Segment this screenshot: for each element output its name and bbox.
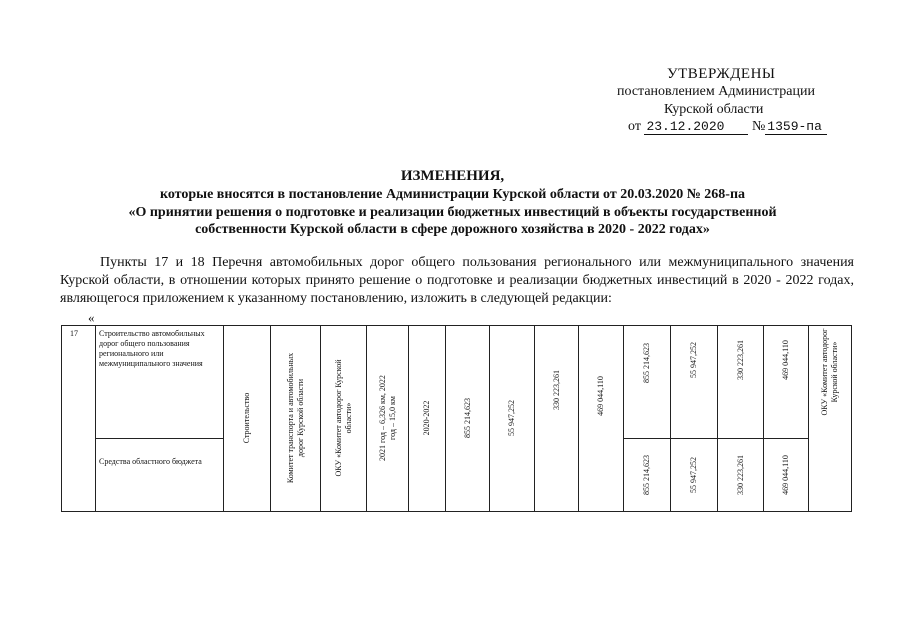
- approval-date: 23.12.2020: [644, 119, 748, 135]
- approval-date-row: [628, 119, 827, 135]
- top-2021: 330 223,261: [735, 339, 745, 380]
- year-2021: 330 223,261: [551, 370, 561, 411]
- year-2021-cell: [535, 326, 579, 512]
- funding-source-cell: [96, 439, 224, 512]
- body-paragraph: Пункты 17 и 18 Перечня автомобильных дорог общего пользования регионального или межмуниципального значения Курской области, в отношении которых принято решение о подготовке и реализации бюджетных инвестиций в 2020 - 2022 годах, являющегося приложением к указанному постановлению, изложить в следующей редакции:: [60, 255, 854, 306]
- recipient-top-cell: [809, 326, 852, 512]
- responsible: Комитет транспорта и автомобильных дорог Курской области: [285, 352, 305, 484]
- bottom-2020: 55 947,252: [689, 457, 698, 493]
- changes-table: [61, 325, 852, 512]
- object-name: Строительство автомобильных дорог общего пользования регионального или межмуниципального значения: [99, 329, 205, 368]
- bottom-2021: 330 223,261: [735, 455, 745, 495]
- year-2020-cell: [490, 326, 535, 512]
- year-2022: 469 044,110: [596, 376, 605, 416]
- bottom-2020-cell: [671, 439, 718, 512]
- row-number: 17: [70, 329, 78, 338]
- customer: ОКУ «Комитет автодорог Курской области»: [333, 359, 353, 477]
- date-prefix: от: [628, 119, 641, 134]
- work-type: Строительство: [242, 392, 251, 444]
- bottom-2021-cell: [718, 439, 764, 512]
- approval-line-2: Курской области: [664, 102, 764, 117]
- document-subtitle-3: собственности Курской области в сфере дорожного хозяйства в 2020 - 2022 годах»: [195, 222, 710, 237]
- responsible-cell: [271, 326, 321, 512]
- document-subtitle-1: которые вносятся в постановление Администрации Курской области от 20.03.2020 № 268-па: [159, 187, 746, 202]
- bottom-total: 855 214,623: [642, 455, 651, 495]
- object-name-cell: [96, 326, 224, 439]
- estimated-cost-cell: [446, 326, 490, 512]
- document-subtitle-2: «О принятии решения о подготовке и реализации бюджетных инвестиций в объекты государственной: [128, 205, 777, 220]
- top-2022-cell: [764, 326, 809, 439]
- number-prefix: №: [751, 119, 766, 134]
- period: 2020-2022: [422, 400, 431, 436]
- customer-cell: [321, 326, 367, 512]
- recipient-top: ОКУ «Комитет автодорог Курской области»: [820, 328, 839, 416]
- capacity: 2021 год – 6,326 км, 2022 год – 15,0 км: [377, 375, 397, 461]
- document-title: ИЗМЕНЕНИЯ,: [400, 168, 505, 184]
- row-number-cell: [62, 326, 96, 512]
- capacity-cell: [367, 326, 409, 512]
- year-2022-cell: [579, 326, 624, 512]
- period-cell: [409, 326, 446, 512]
- top-total: 855 214,623: [642, 342, 651, 383]
- top-2022: 469 044,110: [781, 339, 790, 380]
- approval-line-1: постановлением Администрации: [617, 84, 815, 99]
- bottom-2022-cell: [764, 439, 809, 512]
- top-2020: 55 947,252: [689, 341, 698, 378]
- opening-quote: «: [88, 310, 95, 325]
- approval-number: 1359-па: [765, 119, 827, 135]
- work-type-cell: [224, 326, 271, 512]
- estimated-cost: 855 214,623: [462, 398, 472, 438]
- bottom-2022: 469 044,110: [781, 455, 790, 495]
- table-row: [62, 326, 852, 439]
- year-2020: 55 947,252: [507, 400, 516, 436]
- top-total-cell: [624, 326, 671, 439]
- approval-title: УТВЕРЖДЕНЫ: [667, 66, 776, 82]
- bottom-total-cell: [624, 439, 671, 512]
- top-2021-cell: [718, 326, 764, 439]
- top-2020-cell: [671, 326, 718, 439]
- funding-source: Средства областного бюджета: [99, 457, 202, 466]
